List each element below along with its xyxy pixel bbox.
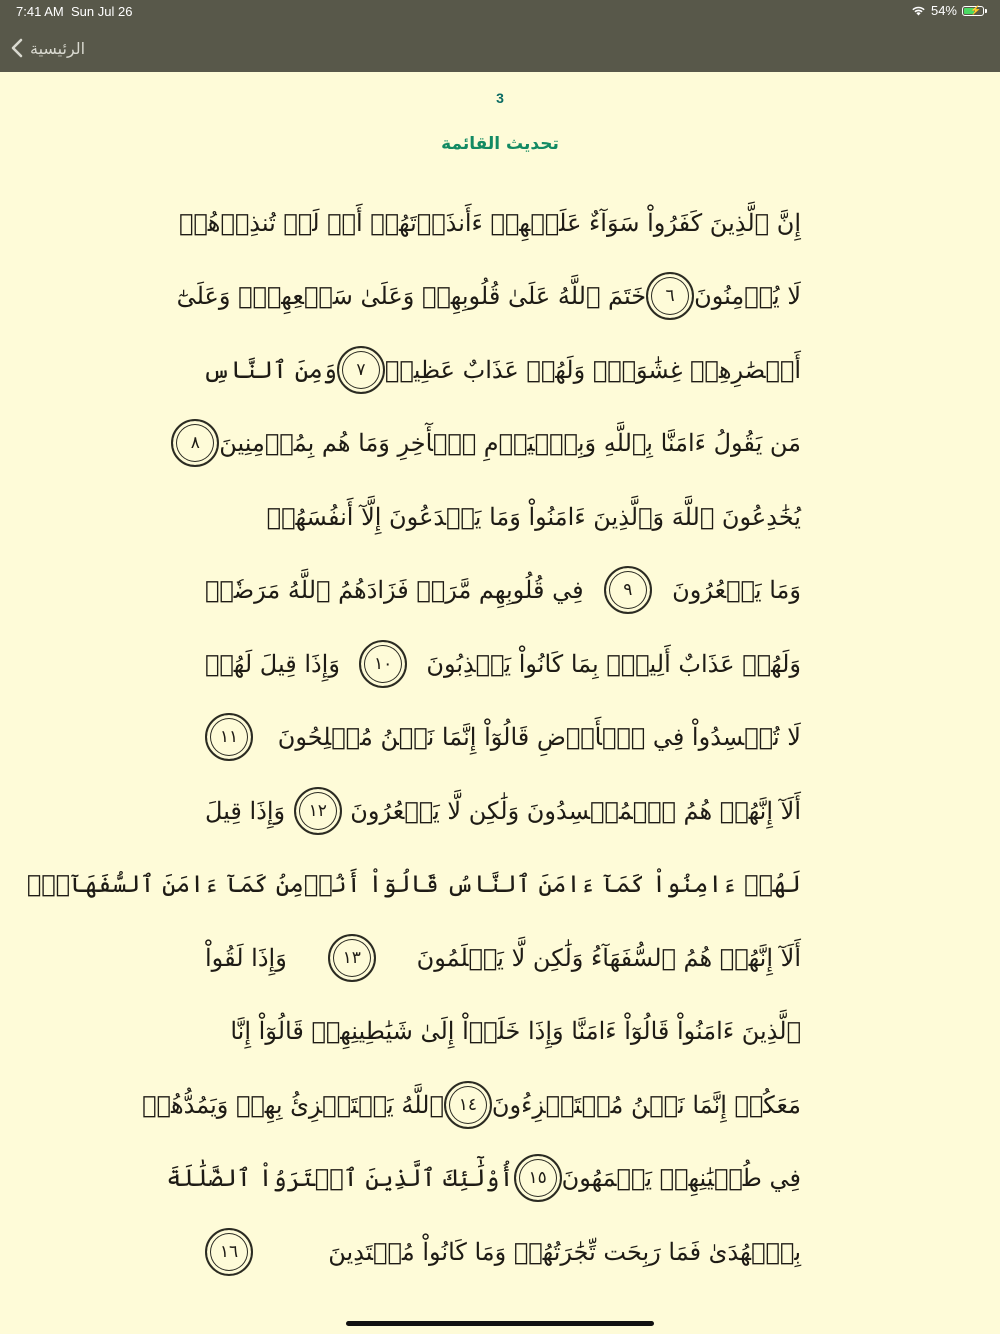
verse-line: [205, 774, 801, 848]
verse-line: [205, 627, 801, 701]
verse-text: لَا يُؤۡمِنُونَ: [694, 282, 801, 311]
refresh-list-link[interactable]: تحديث القائمة: [441, 134, 559, 154]
ayah-number-marker[interactable]: ٧: [337, 346, 385, 394]
verse-text: أَلَآ إِنَّهُمۡ هُمُ ٱلۡمُفۡسِدُونَ وَلَٰكِن لَّا يَشۡعُرُونَ: [350, 796, 801, 825]
verse-text: بِٱلۡهُدَىٰ فَمَا رَبِحَت تِّجَٰرَتُهُمۡ وَمَا كَانُواْ مُهۡتَدِينَ: [328, 1237, 801, 1266]
verse-text: وَإِذَا قِيلَ لَهُمۡ: [205, 649, 340, 678]
status-time: 7:41 AM: [16, 4, 64, 19]
verse-line: [205, 554, 801, 628]
page-number: 3: [496, 90, 504, 106]
verse-text: أَلَآ إِنَّهُمۡ هُمُ ٱلسُّفَهَآءُ وَلَٰكِن لَّا يَعۡلَمُونَ: [416, 943, 801, 972]
verse-text: وَإِذَا قِيلَ: [205, 796, 286, 825]
ayah-number-marker[interactable]: ١١: [205, 713, 253, 761]
battery-percent: 54%: [930, 3, 957, 18]
ayah-number-marker[interactable]: ١٠: [359, 640, 407, 688]
quran-page-text: [26, 186, 801, 1289]
chevron-left-icon: [10, 38, 24, 58]
verse-line: [178, 186, 801, 260]
verse-text: يُخَٰدِعُونَ ٱللَّهَ وَٱلَّذِينَ ءَامَنُواْ وَمَا يَخۡدَعُونَ إِلَّآ أَنفُسَهُمۡ: [266, 502, 801, 531]
verse-text: أَبۡصَٰرِهِمۡ غِشَٰوَةٞۖ وَلَهُمۡ عَذَابٌ عَظِيمٞ: [384, 355, 801, 384]
status-indicators: [911, 3, 984, 18]
verse-text: مَن يَقُولُ ءَامَنَّا بِٱللَّهِ وَبِٱلۡيَوۡمِ ٱلۡأٓخِرِ وَمَا هُم بِمُؤۡمِنِينَ: [219, 429, 801, 458]
verse-text: وَإِذَا لَقُواْ: [205, 943, 287, 972]
wifi-icon: [911, 5, 926, 16]
ayah-number-marker[interactable]: ٦: [646, 272, 694, 320]
ayah-number-marker[interactable]: ١٣: [328, 934, 376, 982]
verse-text: خَتَمَ ٱللَّهُ عَلَىٰ قُلُوبِهِمۡ وَعَلَىٰ سَمۡعِهِمۡۖ وَعَلَىٰٓ: [176, 282, 647, 311]
back-label: الرئيسية: [30, 38, 86, 58]
verse-text: إِنَّ ٱلَّذِينَ كَفَرُواْ سَوَآءٌ عَلَيۡهِمۡ ءَأَنذَرۡتَهُمۡ أَمۡ لَمۡ تُنذِرۡهُمۡ: [178, 208, 801, 237]
verse-text: فِي قُلُوبِهِم مَّرَضٞ فَزَادَهُمُ ٱللَّهُ مَرَضٗاۖ: [205, 576, 584, 605]
verse-text: ٱللَّهُ يَسۡتَهۡزِئُ بِهِمۡ وَيَمُدُّهُمۡ: [142, 1090, 444, 1119]
verse-text: وَلَهُمۡ عَذَابٌ أَلِيمُۢ بِمَا كَانُواْ يَكۡذِبُونَ: [426, 649, 801, 678]
verse-line: [205, 1215, 801, 1289]
ayah-number-marker[interactable]: ٩: [604, 566, 652, 614]
verse-line: [205, 480, 801, 554]
verse-line: [202, 333, 801, 407]
ayah-number-marker[interactable]: ١٢: [294, 787, 342, 835]
charging-bolt-icon: ⚡: [970, 4, 982, 15]
status-date: Sun Jul 26: [71, 4, 133, 19]
status-bar: [0, 0, 1000, 24]
verse-line: [142, 1068, 801, 1142]
verse-text: مَعَكُمۡ إِنَّمَا نَحۡنُ مُسۡتَهۡزِءُونَ: [491, 1090, 801, 1119]
navigation-bar: [0, 24, 1000, 72]
verse-text: وَمَا يَشۡعُرُونَ: [672, 576, 801, 605]
back-button[interactable]: [10, 34, 85, 62]
ayah-number-marker[interactable]: ١٦: [205, 1228, 253, 1276]
verse-text: وَمِنَ ٱلنَّاسِ: [202, 355, 337, 384]
verse-text: أُوْلَٰٓئِكَ ٱلَّذِينَ ٱشۡتَرَوُاْ ٱلضَّلَٰلَةَ: [166, 1164, 514, 1193]
battery-icon: [962, 6, 984, 16]
verse-line: [190, 407, 801, 481]
ayah-number-marker[interactable]: ١٤: [444, 1081, 492, 1129]
verse-text: ٱلَّذِينَ ءَامَنُواْ قَالُوٓاْ ءَامَنَّا وَإِذَا خَلَوۡاْ إِلَىٰ شَيَٰطِينِهِمۡ قَالُوٓاْ إِنَّا: [230, 1017, 801, 1046]
verse-line: [205, 995, 801, 1069]
home-indicator[interactable]: [346, 1321, 654, 1326]
ayah-number-marker[interactable]: ٨: [171, 419, 219, 467]
verse-text: فِي طُغۡيَٰنِهِمۡ يَعۡمَهُونَ: [561, 1164, 801, 1193]
ayah-number-marker[interactable]: ١٥: [514, 1154, 562, 1202]
verse-line: [26, 848, 801, 922]
verse-text: لَهُمۡ ءَامِنُواْ كَمَآ ءَامَنَ ٱلنَّاسُ قَالُوٓاْ أَنُؤۡمِنُ كَمَآ ءَامَنَ ٱلسُّفَهَآءُۗ: [26, 870, 801, 899]
verse-line: [176, 260, 801, 334]
verse-line: [166, 1142, 801, 1216]
verse-text: لَا تُفۡسِدُواْ فِي ٱلۡأَرۡضِ قَالُوٓاْ إِنَّمَا نَحۡنُ مُصۡلِحُونَ: [277, 723, 801, 752]
verse-line: [205, 701, 801, 775]
verse-line: [205, 921, 801, 995]
